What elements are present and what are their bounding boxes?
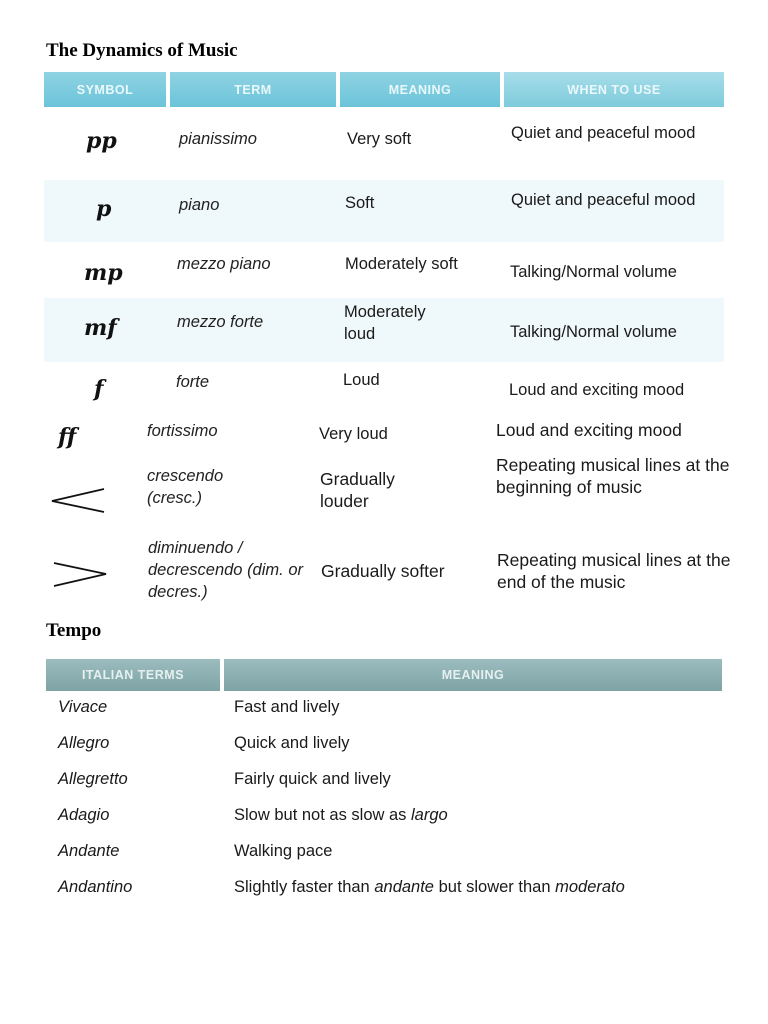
term-cell: diminuendo / decrescendo (dim. or decres.) (148, 539, 303, 601)
table-row (46, 878, 722, 908)
tempo-meaning (234, 806, 448, 825)
table-row (44, 186, 724, 244)
crescendo-icon (50, 486, 106, 514)
term-cell: crescendo (cresc.) (147, 467, 224, 507)
italian-term: Vivace (58, 698, 108, 716)
tempo-meaning: Walking pace (234, 842, 333, 860)
dynamic-symbol: f (94, 376, 104, 402)
term-cell: piano (179, 196, 220, 214)
tempo-meaning: Quick and lively (234, 734, 350, 752)
meaning-cell: Very loud (319, 425, 388, 443)
table-row (46, 842, 722, 872)
table-row (46, 770, 722, 800)
when-cell: Talking/Normal volume (510, 263, 677, 281)
header-symbol: SYMBOL (44, 72, 166, 107)
when-cell: Quiet and peaceful mood (511, 124, 696, 142)
dynamic-symbol: mf (84, 315, 117, 341)
table-row (44, 368, 724, 412)
meaning-cell: Gradually louder (320, 469, 395, 511)
meaning-cell: Gradually softer (321, 561, 445, 581)
when-cell: Quiet and peaceful mood (511, 191, 696, 209)
table-row (44, 454, 730, 530)
dynamics-table-header (44, 72, 724, 107)
tempo-meaning-text: but slower than (438, 878, 551, 896)
header-tempo-meaning: MEANING (224, 659, 722, 691)
term-cell: mezzo piano (177, 255, 271, 273)
italian-term: Allegretto (58, 770, 128, 788)
meaning-cell: Moderately loud (344, 303, 426, 343)
tempo-meaning-italic: largo (411, 806, 448, 824)
italian-term: Allegro (58, 734, 110, 752)
decrescendo-icon (52, 560, 108, 588)
dynamic-symbol: pp (86, 128, 117, 154)
tempo-table-header (46, 659, 722, 691)
meaning-cell: Loud (343, 371, 380, 389)
tempo-meaning (234, 878, 625, 897)
when-cell: Repeating musical lines at the beginning of music (496, 455, 730, 497)
meaning-cell: Moderately soft (345, 255, 458, 273)
tempo-title: Tempo (46, 620, 102, 641)
tempo-meaning: Fairly quick and lively (234, 770, 391, 788)
tempo-meaning-text: Slow but not as slow as (234, 806, 407, 824)
tempo-meaning-text: Slightly faster than (234, 878, 370, 896)
header-italian-terms: ITALIAN TERMS (46, 659, 220, 691)
table-row (46, 698, 722, 728)
term-cell: pianissimo (179, 130, 257, 148)
dynamics-title: The Dynamics of Music (46, 40, 238, 61)
dynamic-symbol: mp (84, 260, 123, 286)
header-meaning: MEANING (340, 72, 500, 107)
tempo-meaning-italic: andante (374, 878, 434, 896)
tempo-meaning: Fast and lively (234, 698, 340, 716)
table-row (46, 806, 722, 836)
term-cell: fortissimo (147, 422, 218, 440)
table-row (44, 118, 724, 176)
when-cell: Talking/Normal volume (510, 323, 677, 341)
table-row (44, 418, 724, 454)
term-cell: mezzo forte (177, 313, 264, 331)
italian-term: Adagio (58, 806, 110, 824)
italian-term: Andante (58, 842, 120, 860)
when-cell: Loud and exciting mood (509, 381, 685, 399)
table-row (44, 301, 724, 361)
tempo-meaning-italic: moderato (555, 878, 625, 896)
italian-term: Andantino (58, 878, 133, 896)
dynamic-symbol: ff (58, 424, 77, 450)
when-cell: Repeating musical lines at the end of the music (497, 550, 731, 592)
when-cell: Loud and exciting mood (496, 420, 682, 440)
table-row (44, 250, 724, 298)
dynamic-symbol: p (96, 196, 112, 222)
meaning-cell: Soft (345, 194, 375, 212)
header-when-to-use: WHEN TO USE (504, 72, 724, 107)
table-row (44, 536, 731, 608)
meaning-cell: Very soft (347, 130, 412, 148)
term-cell: forte (176, 373, 210, 391)
header-term: TERM (170, 72, 336, 107)
table-row (46, 734, 722, 764)
